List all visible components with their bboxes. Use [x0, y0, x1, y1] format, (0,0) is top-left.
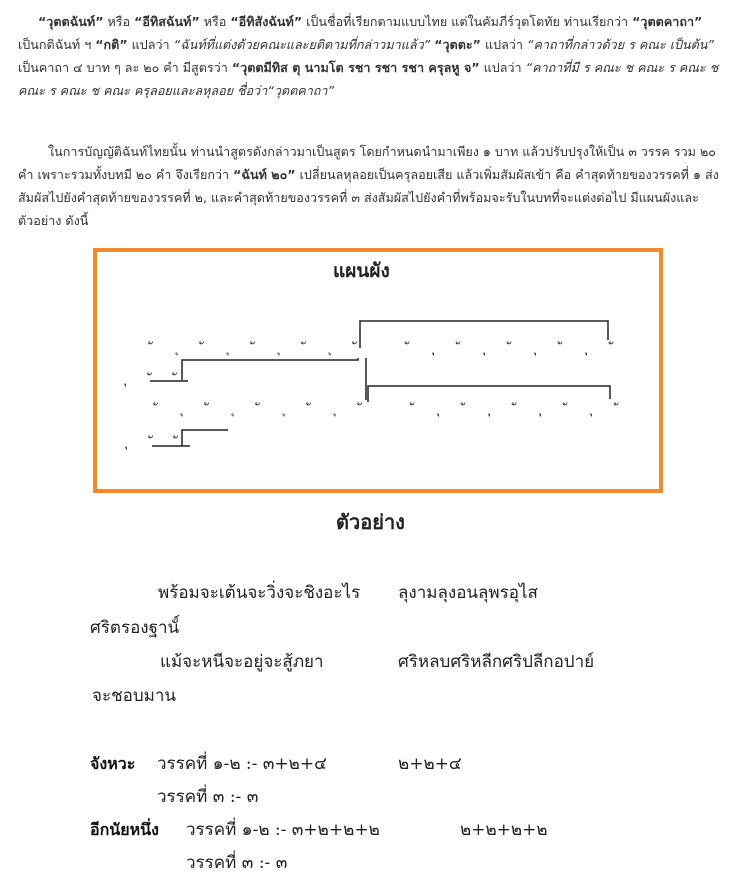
example-line-1b: ลุงามลุงอนลุพรอุไส — [398, 583, 538, 603]
p2-run: ในการบัญญัติฉันท์ไทยนั้น ท่านนำสูตรดังกล่าวมาเป็นสูตร โดยกำหนดนำมาเพียง ๑ บาท แล้วปรับปรุงให้เป็น ๓ วรรค รวม ๒๐ คำ เพราะรวมทั้งบทมี ๒๐ คำ จึงเรียกว่า — [18, 144, 716, 182]
example-line-1c: ศริตรองฐานั์ — [90, 618, 180, 638]
diagram-title: แผนผัง — [333, 260, 390, 282]
example-line-1a: พร้อมจะเต้นจะวิ่งจะชิงอะไร — [158, 583, 361, 603]
p1-run: “ฉันท์ที่แต่งด้วยคณะและยติตามที่กล่าวมาแล้ว” — [173, 37, 431, 52]
p1-run: “อีทิสังฉันท์” — [230, 14, 303, 29]
p1-run: “อีทิสฉันท์” — [134, 14, 200, 29]
p1-run: แปลว่า — [480, 37, 527, 52]
p1-run: หรือ — [199, 14, 231, 29]
example-title: ตัวอย่าง — [336, 510, 405, 534]
p1-run: “วุตตะ” — [434, 37, 481, 52]
p1-run: “วุตตคาถา” — [632, 14, 703, 29]
p1-run: “วุตตมีทิส ตุ นามโต รชา รชา รชา ครุลหู จ” — [231, 60, 480, 75]
rhyme-link-1 — [182, 358, 358, 380]
p1-run: เป็นกติฉันท์ ฯ — [18, 37, 96, 52]
scheme-b-line-1: วรรคที่ ๑-๒ :- ๓+๒+๒+๒ — [186, 820, 380, 840]
p2-run: เปลี่ยนลหุลอยเป็นครุลอยเสีย แล้วเพิ่มสัมผัสเข้า คือ คำสุดท้ายของวรรคที่ ๑ ส่งสัมผัสไปยังคำสุดท้ายของวรรคที่ ๒, และคำสุดท้ายของวรรคที่ ๓ ส่งสัมผัสไปยังคำที่พร้อมจะรับในบทที่จะแต่งต่อไป มีแผนผังและตัวอย่าง ดังนี้ — [18, 167, 719, 228]
scheme-b-line-2: วรรคที่ ๓ :- ๓ — [186, 853, 288, 873]
p1-run: เป็นคาถา ๔ บาท ๆ ละ ๒๐ คำ มีสูตรว่า — [18, 60, 232, 75]
scheme-a-line-1: วรรคที่ ๑-๒ :- ๓+๒+๔ — [157, 754, 327, 774]
scheme-b-label: อีกนัยหนึ่ง — [90, 820, 159, 839]
p1-run: แปลว่า — [479, 60, 526, 75]
rhyme-bracket-1 — [360, 321, 608, 348]
p1-run: แปลว่า — [127, 37, 174, 52]
p1-run: “คาถาที่กล่าวด้วย ร คณะ เป็นต้น” — [526, 37, 714, 52]
rhyme-link-2 — [182, 430, 228, 446]
p1-run: หรือ — [103, 14, 135, 29]
p1-run: เป็นชื่อที่เรียกตามแบบไทย แต่ในคัมภีร์วุตโตทัย ท่านเรียกว่า — [302, 14, 633, 29]
p1-run: “วุตตฉันท์” — [38, 14, 104, 29]
example-line-2b: ศริหลบศริหลีกศริปลีกอปาย์ — [398, 652, 595, 672]
scheme-a-line-2: วรรคที่ ๓ :- ๓ — [157, 787, 259, 807]
rhyme-bracket-2 — [368, 386, 610, 402]
scheme-a-line-1b: ๒+๒+๔ — [398, 754, 462, 774]
example-line-2a: แม้จะหนีจะอยู่จะสู้ภยา — [160, 652, 324, 672]
scheme-a-label: จังหวะ — [90, 754, 136, 773]
scheme-b-line-1b: ๒+๒+๒+๒ — [460, 820, 548, 840]
example-line-2c: จะชอบมาน — [92, 686, 177, 706]
p1-run: “คาถาที่มี ร คณะ ช คณะ ร คณะ ช คณะ ร คณะ ช คณะ ครุลอยและลหุลอย ชื่อว่า“วุตตคาถา” — [18, 60, 719, 98]
p1-run: “กติ” — [95, 37, 128, 52]
p2-run: “ฉันท์ ๒๐” — [233, 167, 296, 182]
